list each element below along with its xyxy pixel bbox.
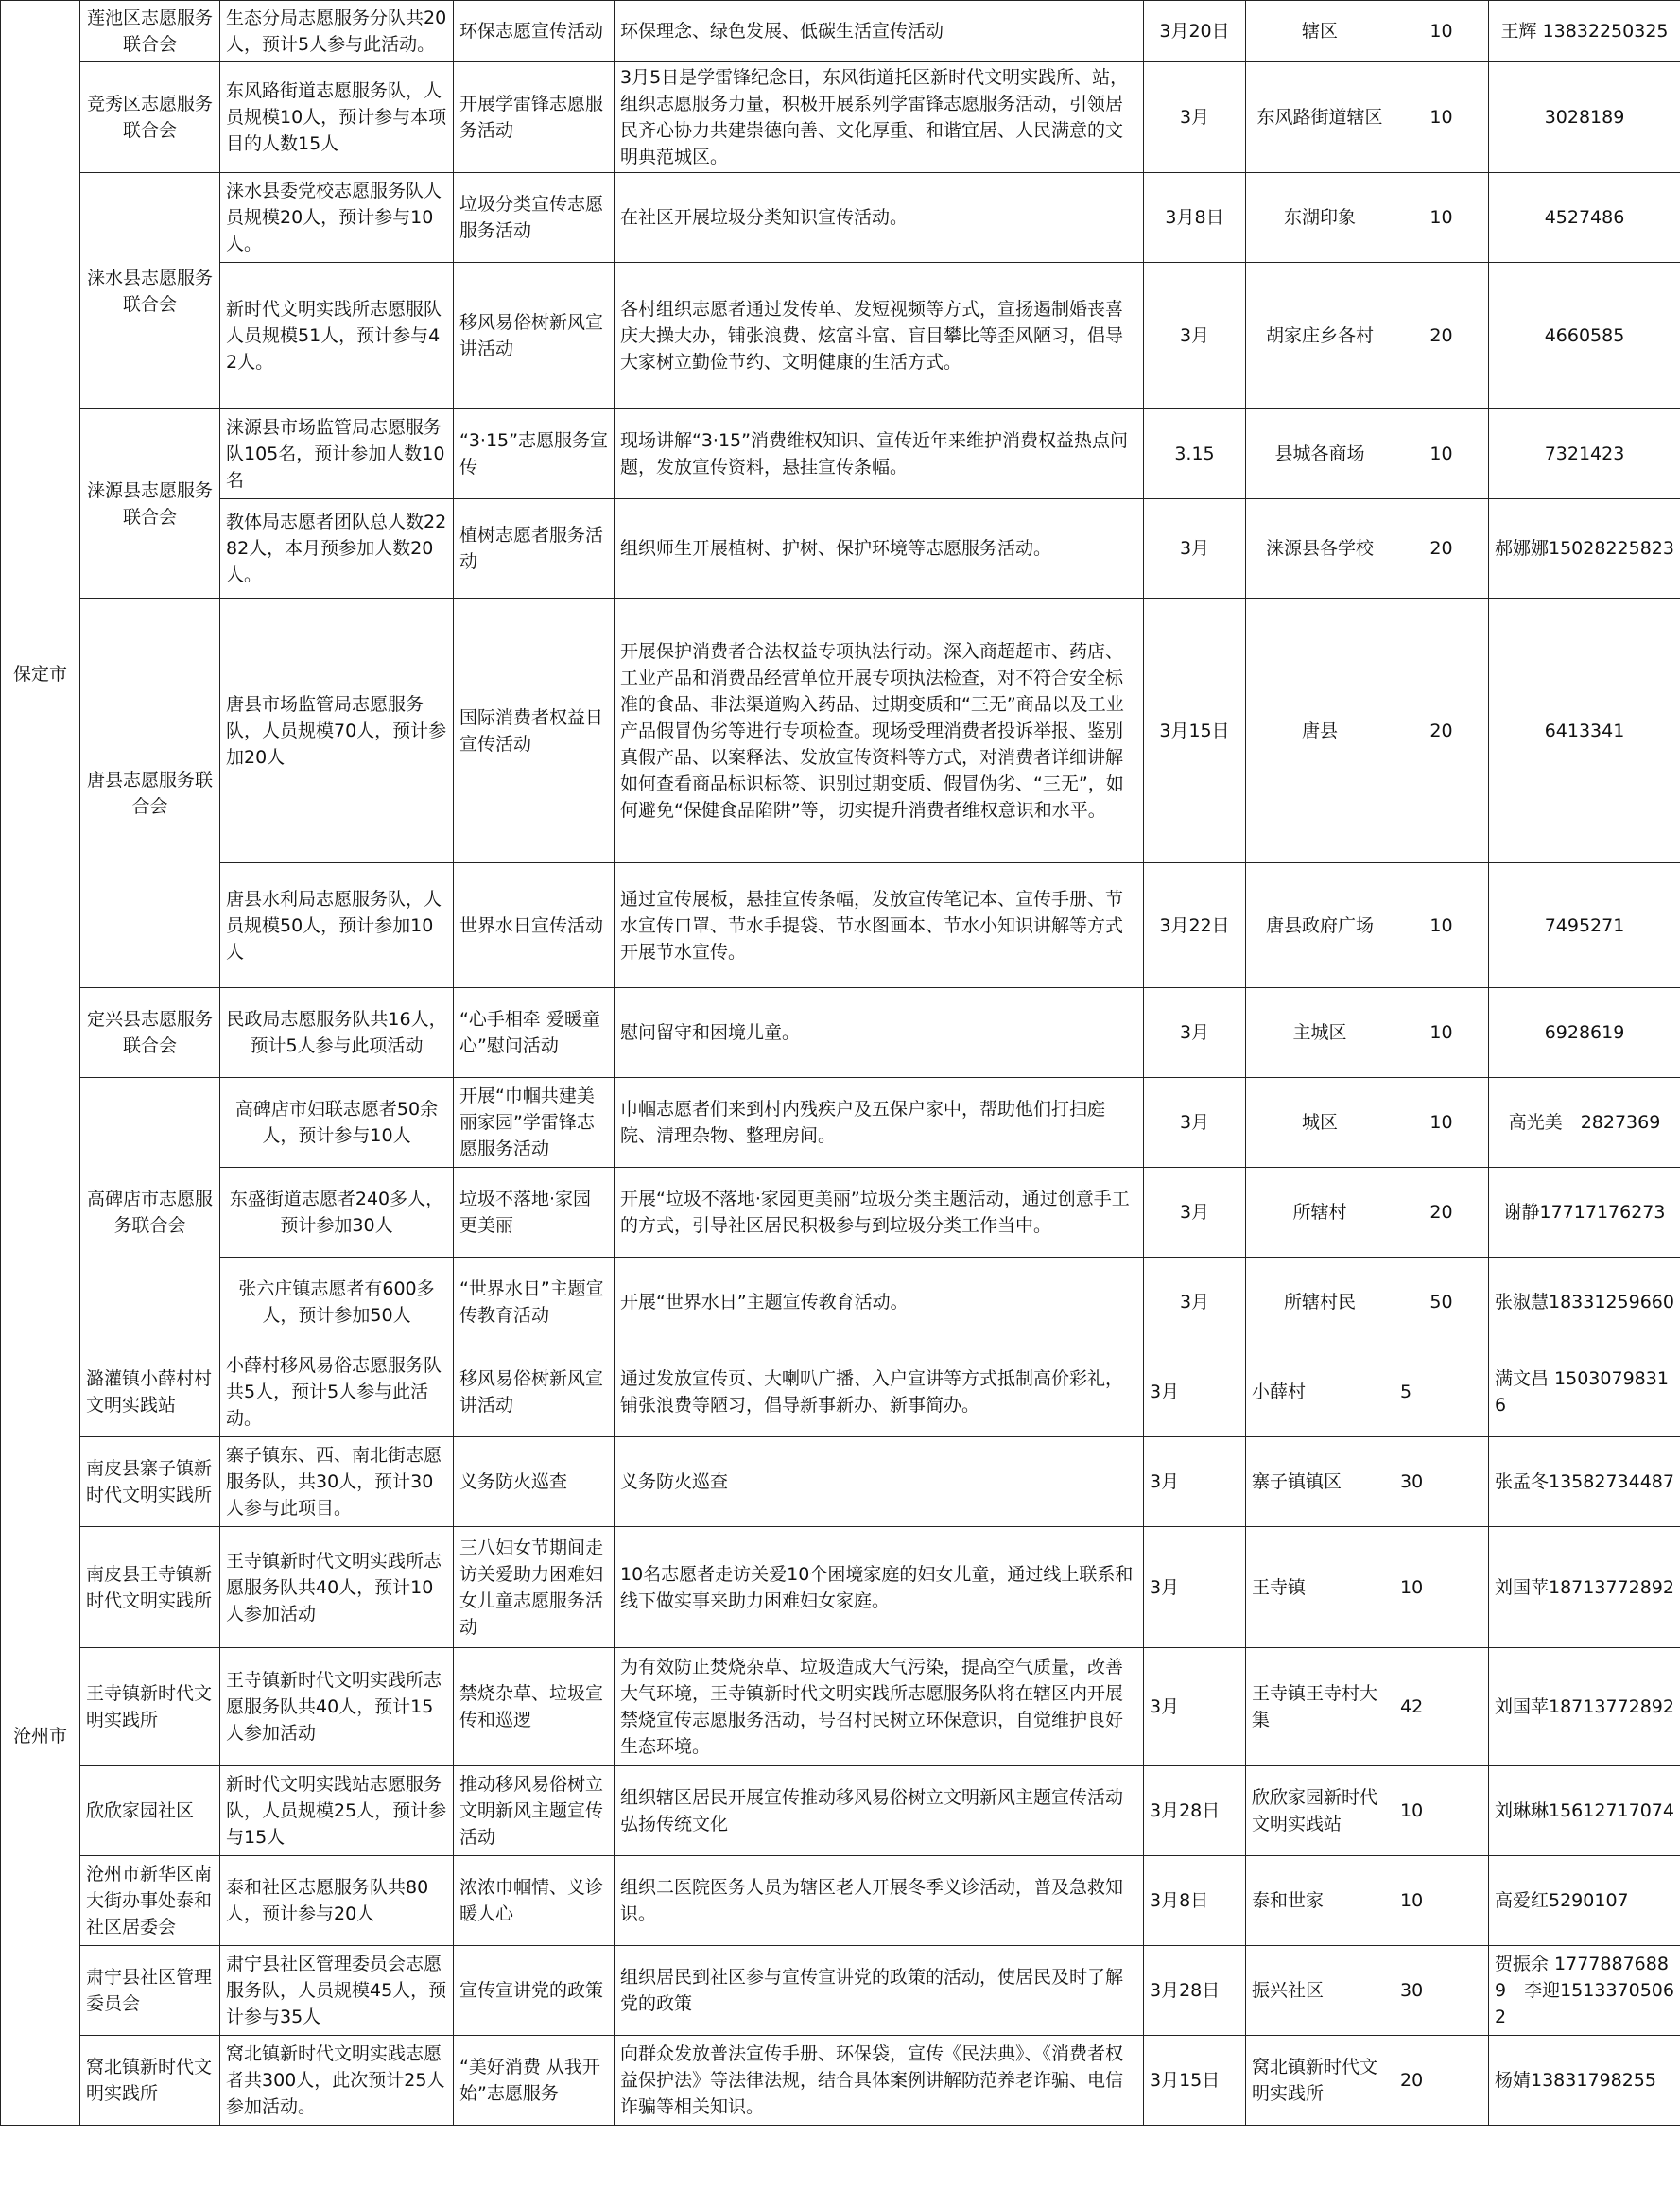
contact-cell: 高光美 2827369 xyxy=(1489,1078,1680,1168)
time-cell: 3月 xyxy=(1144,1347,1246,1437)
time-cell: 3月8日 xyxy=(1144,1856,1246,1946)
table-row xyxy=(1,263,1680,409)
content-cell: 向群众发放普法宣传手册、环保袋，宣传《民法典》、《消费者权益保护法》等法律法规，结合具体案例讲解防范养老诈骗、电信诈骗等相关知识。 xyxy=(615,2036,1144,2126)
activity-cell: 开展“巾帼共建美丽家园”学雷锋志愿服务活动 xyxy=(454,1078,615,1168)
time-cell: 3月28日 xyxy=(1144,1946,1246,2036)
activity-cell: “世界水日”主题宣传教育活动 xyxy=(454,1258,615,1347)
count-cell: 50 xyxy=(1394,1258,1489,1347)
activity-cell: 推动移风易俗树立文明新风主题宣传活动 xyxy=(454,1766,615,1856)
content-cell: 慰问留守和困境儿童。 xyxy=(615,988,1144,1078)
place-cell: 窝北镇新时代文明实践所 xyxy=(1246,2036,1394,2126)
count-cell: 30 xyxy=(1394,1946,1489,2036)
content-cell: 开展“世界水日”主题宣传教育活动。 xyxy=(615,1258,1144,1347)
content-cell: 10名志愿者走访关爱10个困境家庭的妇女儿童，通过线上联系和线下做实事来助力困难妇女家庭。 xyxy=(615,1527,1144,1648)
org-cell: 潞灌镇小薛村村文明实践站 xyxy=(80,1347,220,1437)
place-cell: 所辖村民 xyxy=(1246,1258,1394,1347)
time-cell: 3月 xyxy=(1144,988,1246,1078)
team-cell: 新时代文明实践所志愿服队人员规模51人，预计参与42人。 xyxy=(220,263,454,409)
count-cell: 10 xyxy=(1394,1766,1489,1856)
team-cell: 小薛村移风易俗志愿服务队共5人，预计5人参与此活动。 xyxy=(220,1347,454,1437)
content-cell: 通过发放宣传页、大喇叭广播、入户宣讲等方式抵制高价彩礼，铺张浪费等陋习，倡导新事新办、新事简办。 xyxy=(615,1347,1144,1437)
time-cell: 3月8日 xyxy=(1144,173,1246,263)
activity-cell: “3·15”志愿服务宣传 xyxy=(454,409,615,499)
count-cell: 10 xyxy=(1394,409,1489,499)
place-cell: 涞源县各学校 xyxy=(1246,499,1394,599)
org-cell: 沧州市新华区南大街办事处泰和社区居委会 xyxy=(80,1856,220,1946)
content-cell: 组织居民到社区参与宣传宣讲党的政策的活动，使居民及时了解党的政策 xyxy=(615,1946,1144,2036)
contact-cell: 杨婧13831798255 xyxy=(1489,2036,1680,2126)
org-cell: 涞源县志愿服务联合会 xyxy=(80,409,220,599)
org-cell: 莲池区志愿服务联合会 xyxy=(80,1,220,62)
activity-cell: 植树志愿者服务活动 xyxy=(454,499,615,599)
table-row xyxy=(1,1168,1680,1258)
time-cell: 3月 xyxy=(1144,499,1246,599)
content-cell: 在社区开展垃圾分类知识宣传活动。 xyxy=(615,173,1144,263)
count-cell: 10 xyxy=(1394,62,1489,173)
table-row xyxy=(1,863,1680,988)
team-cell: 东风路街道志愿服务队，人员规模10人，预计参与本项目的人数15人 xyxy=(220,62,454,173)
org-cell: 窝北镇新时代文明实践所 xyxy=(80,2036,220,2126)
table-row xyxy=(1,173,1680,263)
table-row xyxy=(1,1,1680,62)
org-cell: 竞秀区志愿服务联合会 xyxy=(80,62,220,173)
activity-cell: 垃圾不落地·家园更美丽 xyxy=(454,1168,615,1258)
activity-cell: 环保志愿宣传活动 xyxy=(454,1,615,62)
team-cell: 唐县市场监管局志愿服务队，人员规模70人，预计参加20人 xyxy=(220,599,454,863)
contact-cell: 6413341 xyxy=(1489,599,1680,863)
activity-cell: 世界水日宣传活动 xyxy=(454,863,615,988)
contact-cell: 张淑慧18331259660 xyxy=(1489,1258,1680,1347)
team-cell: 涞水县委党校志愿服务队人员规模20人，预计参与10人。 xyxy=(220,173,454,263)
contact-cell: 刘国苹18713772892 xyxy=(1489,1648,1680,1766)
contact-cell: 7495271 xyxy=(1489,863,1680,988)
place-cell: 欣欣家园新时代文明实践站 xyxy=(1246,1766,1394,1856)
place-cell: 辖区 xyxy=(1246,1,1394,62)
contact-cell: 4660585 xyxy=(1489,263,1680,409)
time-cell: 3月 xyxy=(1144,1527,1246,1648)
activity-cell: “心手相牵 爱暖童心”慰问活动 xyxy=(454,988,615,1078)
content-cell: 巾帼志愿者们来到村内残疾户及五保户家中，帮助他们打扫庭院、清理杂物、整理房间。 xyxy=(615,1078,1144,1168)
content-cell: 义务防火巡查 xyxy=(615,1437,1144,1527)
place-cell: 城区 xyxy=(1246,1078,1394,1168)
count-cell: 10 xyxy=(1394,173,1489,263)
table-row xyxy=(1,1437,1680,1527)
team-cell: 王寺镇新时代文明实践所志愿服务队共40人，预计10人参加活动 xyxy=(220,1527,454,1648)
place-cell: 小薛村 xyxy=(1246,1347,1394,1437)
table-row xyxy=(1,1946,1680,2036)
place-cell: 主城区 xyxy=(1246,988,1394,1078)
time-cell: 3月 xyxy=(1144,1648,1246,1766)
table-row xyxy=(1,988,1680,1078)
activity-cell: 垃圾分类宣传志愿服务活动 xyxy=(454,173,615,263)
contact-cell: 高爱红5290107 xyxy=(1489,1856,1680,1946)
content-cell: 通过宣传展板，悬挂宣传条幅，发放宣传笔记本、宣传手册、节水宣传口罩、节水手提袋、节水图画本、节水小知识讲解等方式开展节水宣传。 xyxy=(615,863,1144,988)
count-cell: 10 xyxy=(1394,863,1489,988)
count-cell: 20 xyxy=(1394,599,1489,863)
place-cell: 王寺镇王寺村大集 xyxy=(1246,1648,1394,1766)
city-cell: 保定市 xyxy=(1,1,80,1347)
contact-cell: 张孟冬13582734487 xyxy=(1489,1437,1680,1527)
time-cell: 3月 xyxy=(1144,1258,1246,1347)
team-cell: 高碑店市妇联志愿者50余人，预计参与10人 xyxy=(220,1078,454,1168)
count-cell: 20 xyxy=(1394,2036,1489,2126)
place-cell: 县城各商场 xyxy=(1246,409,1394,499)
activity-cell: “美好消费 从我开始”志愿服务 xyxy=(454,2036,615,2126)
table-row xyxy=(1,1527,1680,1648)
city-cell: 沧州市 xyxy=(1,1347,80,2126)
org-cell: 高碑店市志愿服务联合会 xyxy=(80,1078,220,1347)
contact-cell: 满文昌 15030798316 xyxy=(1489,1347,1680,1437)
contact-cell: 谢静17717176273 xyxy=(1489,1168,1680,1258)
place-cell: 寨子镇镇区 xyxy=(1246,1437,1394,1527)
org-cell: 南皮县寨子镇新时代文明实践所 xyxy=(80,1437,220,1527)
table-row xyxy=(1,1648,1680,1766)
contact-cell: 6928619 xyxy=(1489,988,1680,1078)
count-cell: 10 xyxy=(1394,1,1489,62)
count-cell: 10 xyxy=(1394,1078,1489,1168)
place-cell: 东湖印象 xyxy=(1246,173,1394,263)
team-cell: 新时代文明实践站志愿服务队，人员规模25人，预计参与15人 xyxy=(220,1766,454,1856)
time-cell: 3月 xyxy=(1144,263,1246,409)
place-cell: 王寺镇 xyxy=(1246,1527,1394,1648)
content-cell: 环保理念、绿色发展、低碳生活宣传活动 xyxy=(615,1,1144,62)
content-cell: 开展“垃圾不落地·家园更美丽”垃圾分类主题活动，通过创意手工的方式，引导社区居民积极参与到垃圾分类工作当中。 xyxy=(615,1168,1144,1258)
contact-cell: 刘国苹18713772892 xyxy=(1489,1527,1680,1648)
org-cell: 王寺镇新时代文明实践所 xyxy=(80,1648,220,1766)
time-cell: 3月22日 xyxy=(1144,863,1246,988)
team-cell: 东盛街道志愿者240多人，预计参加30人 xyxy=(220,1168,454,1258)
table-row xyxy=(1,1347,1680,1437)
count-cell: 5 xyxy=(1394,1347,1489,1437)
activity-cell: 三八妇女节期间走访关爱助力困难妇女儿童志愿服务活动 xyxy=(454,1527,615,1648)
content-cell: 开展保护消费者合法权益专项执法行动。深入商超超市、药店、工业产品和消费品经营单位开展专项执法检查，对不符合安全标准的食品、非法渠道购入药品、过期变质和“三无”商品以及工业产品假冒伪劣等进行专项检查。现场受理消费者投诉举报、鉴别真假产品、以案释法、发放宣传资料等方式，对消费者详细讲解如何查看商品标识标签、识别过期变质、假冒伪劣、“三无”，如何避免“保健食品陷阱”等，切实提升消费者维权意识和水平。 xyxy=(615,599,1144,863)
count-cell: 42 xyxy=(1394,1648,1489,1766)
content-cell: 组织二医院医务人员为辖区老人开展冬季义诊活动，普及急救知识。 xyxy=(615,1856,1144,1946)
contact-cell: 7321423 xyxy=(1489,409,1680,499)
table-row xyxy=(1,1766,1680,1856)
table-row xyxy=(1,62,1680,173)
content-cell: 各村组织志愿者通过发传单、发短视频等方式，宣扬遏制婚丧喜庆大操大办，铺张浪费、炫富斗富、盲目攀比等歪风陋习，倡导大家树立勤俭节约、文明健康的生活方式。 xyxy=(615,263,1144,409)
time-cell: 3月28日 xyxy=(1144,1766,1246,1856)
place-cell: 东风路街道辖区 xyxy=(1246,62,1394,173)
team-cell: 窝北镇新时代文明实践志愿者共300人，此次预计25人参加活动。 xyxy=(220,2036,454,2126)
content-cell: 现场讲解“3·15”消费维权知识、宣传近年来维护消费权益热点问题，发放宣传资料，悬挂宣传条幅。 xyxy=(615,409,1144,499)
team-cell: 张六庄镇志愿者有600多人，预计参加50人 xyxy=(220,1258,454,1347)
place-cell: 振兴社区 xyxy=(1246,1946,1394,2036)
team-cell: 寨子镇东、西、南北街志愿服务队，共30人，预计30人参与此项目。 xyxy=(220,1437,454,1527)
table-row xyxy=(1,1078,1680,1168)
team-cell: 教体局志愿者团队总人数2282人，本月预参加人数20人。 xyxy=(220,499,454,599)
count-cell: 30 xyxy=(1394,1437,1489,1527)
org-cell: 定兴县志愿服务联合会 xyxy=(80,988,220,1078)
table-row xyxy=(1,599,1680,863)
content-cell: 组织师生开展植树、护树、保护环境等志愿服务活动。 xyxy=(615,499,1144,599)
place-cell: 唐县政府广场 xyxy=(1246,863,1394,988)
contact-cell: 3028189 xyxy=(1489,62,1680,173)
time-cell: 3月 xyxy=(1144,62,1246,173)
team-cell: 生态分局志愿服务分队共20人，预计5人参与此活动。 xyxy=(220,1,454,62)
team-cell: 涞源县市场监管局志愿服务队105名，预计参加人数10名 xyxy=(220,409,454,499)
count-cell: 20 xyxy=(1394,1168,1489,1258)
activity-cell: 移风易俗树新风宣讲活动 xyxy=(454,1347,615,1437)
count-cell: 20 xyxy=(1394,499,1489,599)
activity-cell: 义务防火巡查 xyxy=(454,1437,615,1527)
contact-cell: 王辉 13832250325 xyxy=(1489,1,1680,62)
place-cell: 泰和世家 xyxy=(1246,1856,1394,1946)
contact-cell: 郝娜娜15028225823 xyxy=(1489,499,1680,599)
team-cell: 民政局志愿服务队共16人，预计5人参与此项活动 xyxy=(220,988,454,1078)
org-cell: 涞水县志愿服务联合会 xyxy=(80,173,220,409)
time-cell: 3月15日 xyxy=(1144,2036,1246,2126)
table-row xyxy=(1,499,1680,599)
table-row xyxy=(1,1258,1680,1347)
contact-cell: 4527486 xyxy=(1489,173,1680,263)
contact-cell: 贺振余 17778876889 李迎15133705062 xyxy=(1489,1946,1680,2036)
team-cell: 泰和社区志愿服务队共80人，预计参与20人 xyxy=(220,1856,454,1946)
activity-cell: 宣传宣讲党的政策 xyxy=(454,1946,615,2036)
time-cell: 3.15 xyxy=(1144,409,1246,499)
place-cell: 胡家庄乡各村 xyxy=(1246,263,1394,409)
place-cell: 所辖村 xyxy=(1246,1168,1394,1258)
count-cell: 10 xyxy=(1394,1856,1489,1946)
activity-cell: 移风易俗树新风宣讲活动 xyxy=(454,263,615,409)
org-cell: 欣欣家园社区 xyxy=(80,1766,220,1856)
count-cell: 10 xyxy=(1394,1527,1489,1648)
time-cell: 3月 xyxy=(1144,1078,1246,1168)
table-row xyxy=(1,1856,1680,1946)
team-cell: 王寺镇新时代文明实践所志愿服务队共40人，预计15人参加活动 xyxy=(220,1648,454,1766)
content-cell: 组织辖区居民开展宣传推动移风易俗树立文明新风主题宣传活动弘扬传统文化 xyxy=(615,1766,1144,1856)
place-cell: 唐县 xyxy=(1246,599,1394,863)
activity-cell: 浓浓巾帼情、义诊暖人心 xyxy=(454,1856,615,1946)
activity-cell: 国际消费者权益日宣传活动 xyxy=(454,599,615,863)
org-cell: 南皮县王寺镇新时代文明实践所 xyxy=(80,1527,220,1648)
table-row xyxy=(1,409,1680,499)
time-cell: 3月 xyxy=(1144,1437,1246,1527)
contact-cell: 刘琳琳15612717074 xyxy=(1489,1766,1680,1856)
time-cell: 3月15日 xyxy=(1144,599,1246,863)
content-cell: 为有效防止焚烧杂草、垃圾造成大气污染，提高空气质量，改善大气环境，王寺镇新时代文明实践所志愿服务队将在辖区内开展禁烧宣传志愿服务活动，号召村民树立环保意识，自觉维护良好生态环境。 xyxy=(615,1648,1144,1766)
count-cell: 20 xyxy=(1394,263,1489,409)
activity-cell: 禁烧杂草、垃圾宣传和巡逻 xyxy=(454,1648,615,1766)
time-cell: 3月 xyxy=(1144,1168,1246,1258)
activity-cell: 开展学雷锋志愿服务活动 xyxy=(454,62,615,173)
team-cell: 唐县水利局志愿服务队，人员规模50人，预计参加10人 xyxy=(220,863,454,988)
content-cell: 3月5日是学雷锋纪念日，东风街道托区新时代文明实践所、站，组织志愿服务力量，积极开展系列学雷锋志愿服务活动，引领居民齐心协力共建崇德向善、文化厚重、和谐宜居、人民满意的文明典范城区。 xyxy=(615,62,1144,173)
org-cell: 肃宁县社区管理委员会 xyxy=(80,1946,220,2036)
team-cell: 肃宁县社区管理委员会志愿服务队，人员规模45人，预计参与35人 xyxy=(220,1946,454,2036)
org-cell: 唐县志愿服务联合会 xyxy=(80,599,220,988)
count-cell: 10 xyxy=(1394,988,1489,1078)
time-cell: 3月20日 xyxy=(1144,1,1246,62)
table-row xyxy=(1,2036,1680,2126)
